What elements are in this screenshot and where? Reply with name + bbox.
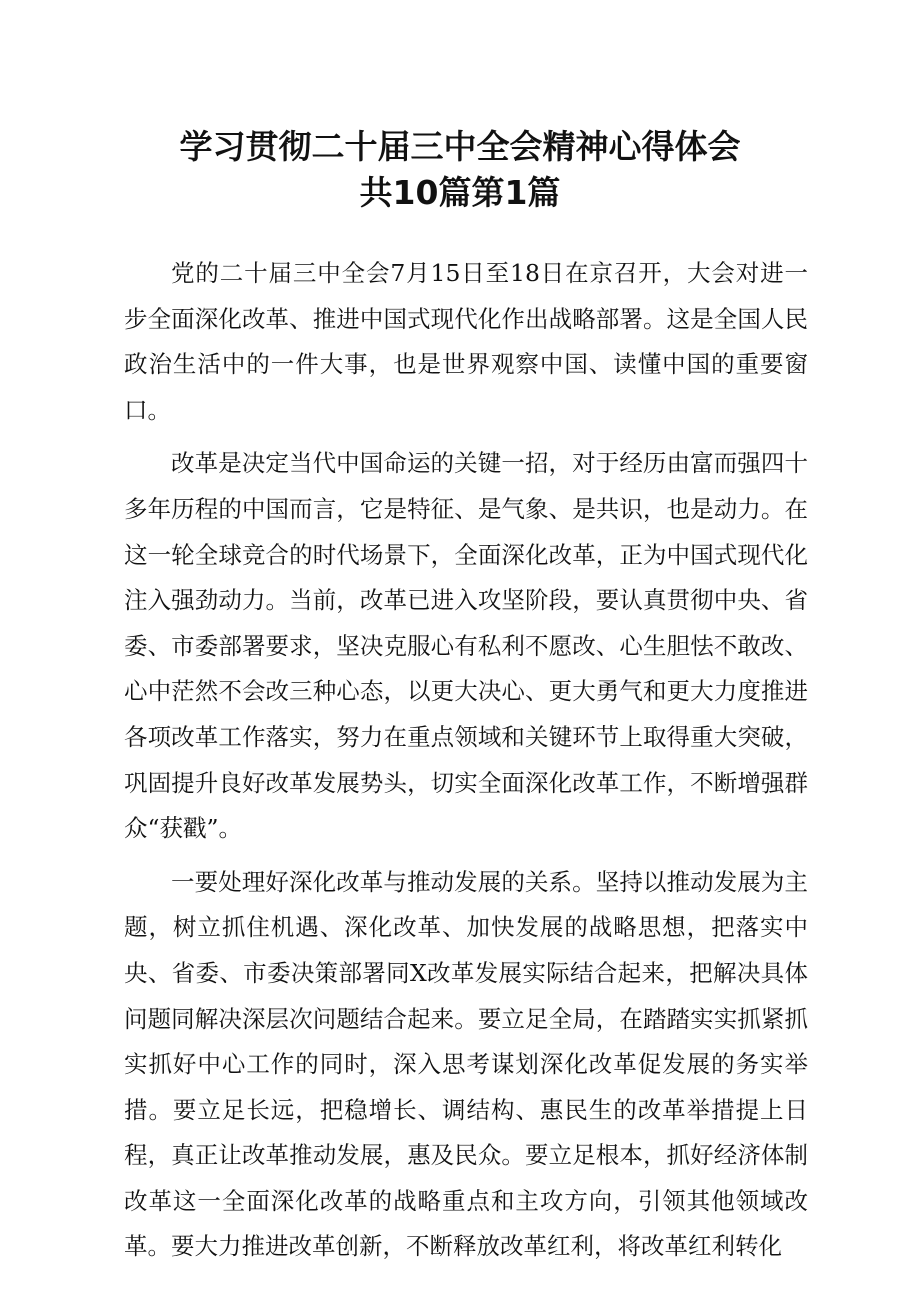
paragraph-3: 一要处理好深化改革与推动发展的关系。坚持以推动发展为主题，树立抓住机遇、深化改革、加快发展的战略思想，把落实中央、省委、市委决策部署同X改革发展实际结合起来，把解决具体问题同解决深层次问题结合起来。要立足全局，在踏踏实实抓紧抓实抓好中心工作的同时，深入思考谋划深化改革促发展的务实举措。要立足长远，把稳增长、调结构、惠民生的改革举措提上日程，真正让改革推动发展，惠及民众。要立足根本，抓好经济体制改革这一全面深化改革的战略重点和主攻方向，引领其他领域改革。要大力推进改革创新，不断释放改革红利，将改革红利转化 [124,867,808,1261]
paragraph-2: 改革是决定当代中国命运的关键一招，对于经历由富而强四十多年历程的中国而言，它是特征、是气象、是共识，也是动力。在这一轮全球竞合的时代场景下，全面深化改革，正为中国式现代化注入强劲动力。当前，改革已进入攻坚阶段，要认真贯彻中央、省委、市委部署要求，坚决克服心有私利不愿改、心生胆怯不敢改、心中茫然不会改三种心态，以更大决心、更大勇气和更大力度推进各项改革工作落实，努力在重点领域和关键环节上取得重大突破，巩固提升良好改革发展势头，切实全面深化改革工作，不断增强群众“获戳”。 [124,449,808,843]
document-body [124,251,808,1270]
paragraph-1: 党的二十届三中全会7月15日至18日在京召开，大会对进一步全面深化改革、推进中国式现代化作出战略部署。这是全国人民政治生活中的一件大事，也是世界观察中国、读懂中国的重要窗口。 [124,259,808,424]
document-title: 学习贯彻二十届三中全会精神心得体会 [179,127,741,166]
document-subtitle: 共10篇第1篇 [359,173,561,212]
